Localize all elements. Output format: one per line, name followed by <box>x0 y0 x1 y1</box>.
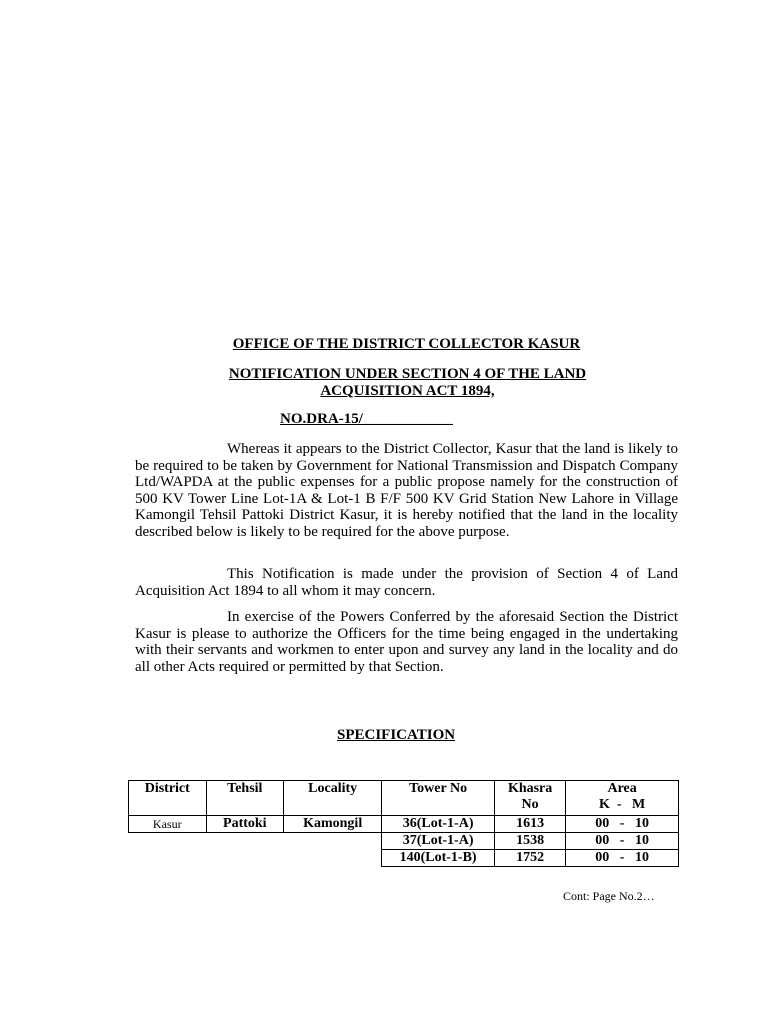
cell-khasra: 1613 <box>494 816 565 833</box>
cell-khasra: 1538 <box>494 833 565 850</box>
cell-area: 00 - 10 <box>566 833 679 850</box>
notification-heading: NOTIFICATION UNDER SECTION 4 OF THE LAND ACQUISITION ACT 1894, <box>228 366 587 399</box>
cell-district: Kasur <box>129 816 207 833</box>
cell-district <box>129 833 207 850</box>
header-area-line2: K - M <box>599 797 646 812</box>
table-row <box>129 833 679 850</box>
cell-tower: 140(Lot-1-B) <box>382 850 495 867</box>
cell-district <box>129 850 207 867</box>
table-row <box>129 850 679 867</box>
paragraph-powers <box>135 609 678 675</box>
cell-tehsil: Pattoki <box>206 816 284 833</box>
header-khasra-line1: Khasra <box>507 781 553 796</box>
paragraph-whereas-text: Whereas it appears to the District Collector, Kasur that the land is likely to be required to be taken by Government for National Transmission and Dispatch Company Ltd/WAPDA at the public expenses for a public propose namely for the construction of 500 KV Tower Line Lot-1A & Lot-1 B F/F 500 KV Grid Station New Lahore in Village Kamongil Tehsil Pattoki District Kasur, it is hereby notified that the land in the locality described below is likely to be required for the above purpose. <box>135 441 678 540</box>
cell-locality <box>284 833 382 850</box>
notification-number: NO.DRA-15/____________ <box>280 411 453 427</box>
specification-table <box>128 780 679 867</box>
cell-area: 00 - 10 <box>566 816 679 833</box>
paragraph-whereas <box>135 441 678 540</box>
header-district: District <box>129 781 207 816</box>
cell-tehsil <box>206 850 284 867</box>
table-row <box>129 816 679 833</box>
paragraph-notification <box>135 566 678 599</box>
specification-title: SPECIFICATION <box>337 727 456 743</box>
header-area <box>566 781 679 816</box>
office-heading: OFFICE OF THE DISTRICT COLLECTOR KASUR <box>232 336 581 352</box>
cell-area: 00 - 10 <box>566 850 679 867</box>
header-khasra <box>494 781 565 816</box>
cell-khasra: 1752 <box>494 850 565 867</box>
cell-tower: 37(Lot-1-A) <box>382 833 495 850</box>
cell-locality <box>284 850 382 867</box>
header-khasra-line2: No <box>521 797 539 812</box>
header-tehsil: Tehsil <box>206 781 284 816</box>
header-area-line1: Area <box>607 781 637 796</box>
paragraph-powers-text: In exercise of the Powers Conferred by the aforesaid Section the District Kasur is please to authorize the Officers for the time being engaged in the undertaking with their servants and workmen to enter upon and survey any land in the locality and do all other Acts required or permitted by that Section. <box>135 609 678 675</box>
cell-tehsil <box>206 833 284 850</box>
header-tower: Tower No <box>382 781 495 816</box>
continued-note: Cont: Page No.2… <box>563 889 655 903</box>
cell-tower: 36(Lot-1-A) <box>382 816 495 833</box>
paragraph-notification-text: This Notification is made under the provision of Section 4 of Land Acquisition Act 1894 to all whom it may concern. <box>135 566 678 599</box>
table-header-row <box>129 781 679 816</box>
cell-locality: Kamongil <box>284 816 382 833</box>
header-locality: Locality <box>284 781 382 816</box>
